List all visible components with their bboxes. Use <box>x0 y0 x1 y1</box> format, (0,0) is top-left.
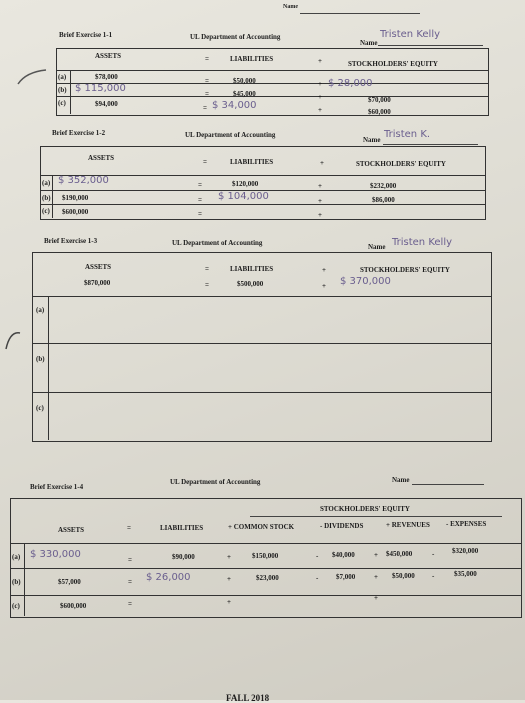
plus-sign: + <box>318 93 322 101</box>
equity-value: $60,000 <box>368 108 391 116</box>
department-label: UL Department of Accounting <box>170 478 261 486</box>
name-label: Name <box>368 243 386 251</box>
pencil-mark-icon <box>0 60 60 100</box>
assets-value: $78,000 <box>95 73 118 81</box>
assets-value: $600,000 <box>60 602 87 610</box>
assets-handwritten: $ 352,000 <box>58 175 109 186</box>
minus-sign: - <box>316 574 319 582</box>
equals-sign: = <box>198 181 202 189</box>
liabilities-handwritten: $ 34,000 <box>212 100 257 111</box>
plus-sign: + <box>318 106 322 114</box>
name-value: Tristen Kelly <box>380 29 441 40</box>
plus-sign: + <box>322 266 326 274</box>
plus-sign: + <box>318 182 322 190</box>
revenues-header: + REVENUES <box>386 521 430 529</box>
plus-sign: + <box>318 197 322 205</box>
revenues-value: $50,000 <box>392 572 415 580</box>
plus-sign: + <box>374 573 378 581</box>
common-stock-value: $150,000 <box>252 552 279 560</box>
row-label: (a) <box>42 179 51 187</box>
name-line <box>378 45 483 46</box>
top-name-label: Name <box>283 4 298 10</box>
dividends-header: - DIVIDENDS <box>320 522 364 530</box>
plus-sign: + <box>318 211 322 219</box>
plus-sign: + <box>318 80 322 88</box>
exercise-title: Brief Exercise 1-2 <box>52 129 106 137</box>
liabilities-value: $120,000 <box>232 180 259 188</box>
minus-sign: - <box>316 552 319 560</box>
equals-sign: = <box>205 281 209 289</box>
row-label: (c) <box>36 404 44 412</box>
equals-sign: = <box>128 578 132 586</box>
name-label: Name <box>363 136 381 144</box>
row-label: (b) <box>58 86 67 94</box>
name-line <box>412 484 484 485</box>
assets-header: ASSETS <box>88 154 115 162</box>
row-label: (a) <box>12 553 21 561</box>
row-label: (a) <box>36 306 45 314</box>
equals-sign: = <box>203 104 207 112</box>
department-label: UL Department of Accounting <box>190 33 281 41</box>
plus-sign: + <box>227 575 231 583</box>
equity-value: $86,000 <box>372 196 395 204</box>
name-label: Name <box>360 39 378 47</box>
liabilities-handwritten: $ 26,000 <box>146 572 191 583</box>
equity-handwritten: $ 370,000 <box>340 276 391 287</box>
top-name-line <box>300 13 420 14</box>
liabilities-value: $90,000 <box>172 553 195 561</box>
equals-sign: = <box>205 77 209 85</box>
assets-value: $190,000 <box>62 194 89 202</box>
liabilities-value: $45,000 <box>233 90 256 98</box>
equals-sign: = <box>198 196 202 204</box>
plus-sign: + <box>227 553 231 561</box>
name-line <box>383 144 478 145</box>
assets-header: ASSETS <box>85 263 112 271</box>
assets-header: ASSETS <box>58 526 85 534</box>
equity-handwritten: $ 28,000 <box>328 78 373 89</box>
minus-sign: - <box>432 550 435 558</box>
equity-header: STOCKHOLDERS' EQUITY <box>360 266 450 274</box>
exercise-title: Brief Exercise 1-3 <box>44 237 98 245</box>
exercise-title: Brief Exercise 1-1 <box>59 31 113 39</box>
equals-sign: = <box>127 524 131 532</box>
equals-sign: = <box>128 556 132 564</box>
dividends-value: $7,000 <box>336 573 356 581</box>
liabilities-value: $50,000 <box>233 77 256 85</box>
assets-value: $94,000 <box>95 100 118 108</box>
equity-header: STOCKHOLDERS' EQUITY <box>320 505 410 513</box>
liabilities-handwritten: $ 104,000 <box>218 191 269 202</box>
row-label: (a) <box>58 73 67 81</box>
minus-sign: - <box>432 572 435 580</box>
equals-sign: = <box>205 265 209 273</box>
assets-handwritten: $ 115,000 <box>75 83 126 94</box>
plus-sign: + <box>320 159 324 167</box>
name-label: Name <box>392 476 410 484</box>
equals-sign: = <box>203 158 207 166</box>
dividends-value: $40,000 <box>332 551 355 559</box>
department-label: UL Department of Accounting <box>185 131 276 139</box>
name-value: Tristen Kelly <box>392 237 453 248</box>
equals-sign: = <box>128 600 132 608</box>
row-label: (b) <box>42 194 51 202</box>
equals-sign: = <box>205 55 209 63</box>
expenses-header: - EXPENSES <box>446 520 487 528</box>
equity-header: STOCKHOLDERS' EQUITY <box>348 60 438 68</box>
plus-sign: + <box>374 551 378 559</box>
equals-sign: = <box>198 210 202 218</box>
row-label: (b) <box>12 578 21 586</box>
row-label: (b) <box>36 355 45 363</box>
liabilities-header: LIABILITIES <box>230 158 274 166</box>
revenues-value: $450,000 <box>386 550 413 558</box>
assets-value: $870,000 <box>84 279 111 287</box>
plus-sign: + <box>374 594 378 602</box>
plus-sign: + <box>318 57 322 65</box>
footer-text: FALL 2018 <box>226 693 270 703</box>
equity-value: $232,000 <box>370 182 397 190</box>
equity-header: STOCKHOLDERS' EQUITY <box>356 160 446 168</box>
expenses-value: $320,000 <box>452 547 479 555</box>
liabilities-header: LIABILITIES <box>160 524 204 532</box>
common-stock-value: $23,000 <box>256 574 279 582</box>
equity-value: $70,000 <box>368 96 391 104</box>
plus-sign: + <box>322 282 326 290</box>
pencil-mark-icon <box>0 325 30 355</box>
assets-handwritten: $ 330,000 <box>30 549 81 560</box>
equals-sign: = <box>205 90 209 98</box>
department-label: UL Department of Accounting <box>172 239 263 247</box>
row-label: (c) <box>12 602 20 610</box>
common-stock-header: + COMMON STOCK <box>228 523 295 531</box>
row-label: (c) <box>42 207 50 215</box>
expenses-value: $35,000 <box>454 570 477 578</box>
plus-sign: + <box>227 598 231 606</box>
assets-value: $57,000 <box>58 578 81 586</box>
liabilities-value: $500,000 <box>237 280 264 288</box>
assets-header: ASSETS <box>95 52 122 60</box>
row-label: (c) <box>58 99 66 107</box>
exercise-title: Brief Exercise 1-4 <box>30 483 84 491</box>
liabilities-header: LIABILITIES <box>230 55 274 63</box>
liabilities-header: LIABILITIES <box>230 265 274 273</box>
name-value: Tristen K. <box>384 129 431 140</box>
assets-value: $600,000 <box>62 208 89 216</box>
